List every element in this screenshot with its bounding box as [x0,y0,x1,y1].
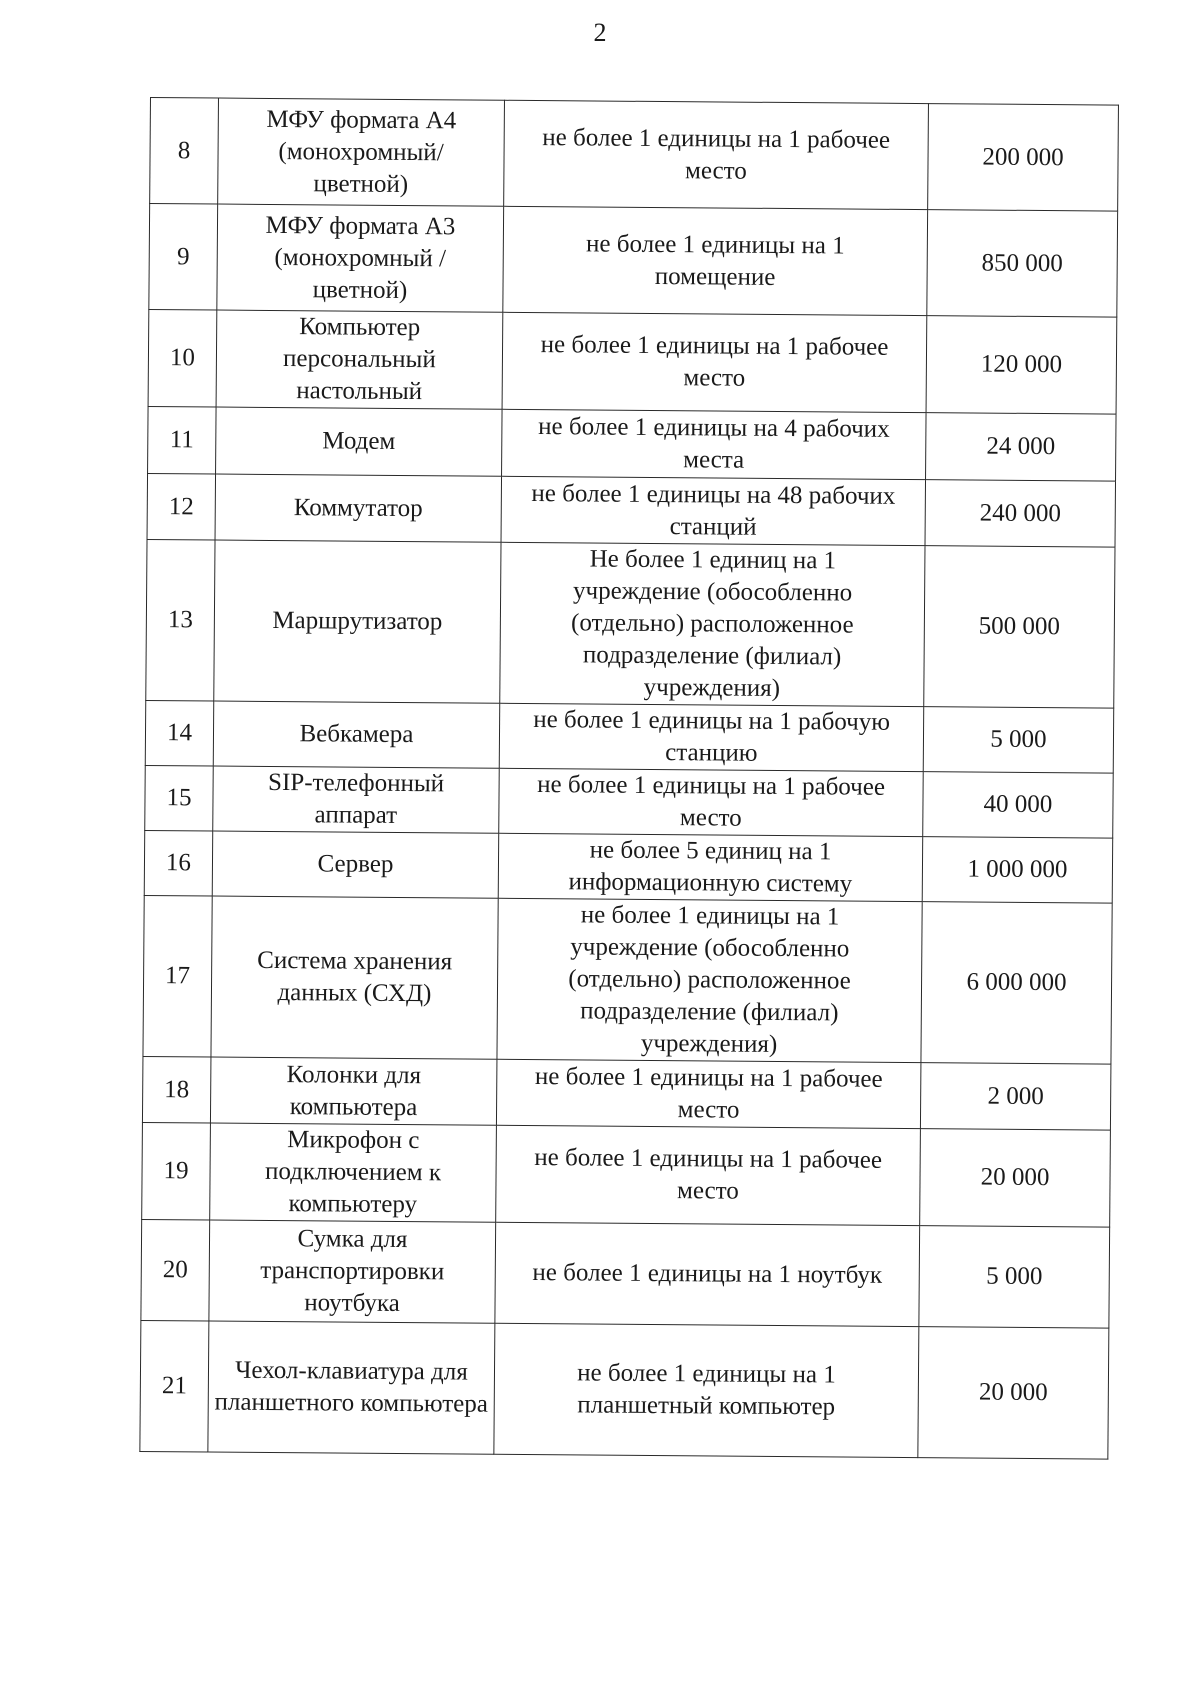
item-price: 6 000 000 [921,902,1112,1064]
row-number: 19 [142,1122,211,1220]
table-row [150,98,1119,212]
row-number: 12 [147,473,216,540]
item-name: Колонки для компьютера [210,1057,497,1125]
item-quantity-norm: не более 1 единицы на 1 рабочее место [504,100,929,209]
item-name: Чехол-клавиатура для планшетного компьютера [208,1321,495,1454]
item-name: МФУ формата А3 (монохромный /цветной) [217,204,504,312]
item-quantity-norm: не более 1 единицы на 1 рабочее место [496,1059,921,1128]
item-price: 240 000 [925,480,1116,547]
item-name: Маршрутизатор [214,540,501,703]
item-price: 5 000 [919,1226,1110,1328]
table-row [141,1219,1110,1328]
row-number: 11 [148,406,217,474]
item-name: Сумка для транспортировки ноутбука [209,1220,496,1323]
table-row [142,1122,1111,1227]
item-quantity-norm: не более 1 единицы на 1 помещение [503,206,928,315]
item-quantity-norm: не более 5 единиц на 1 информационную систему [498,833,922,901]
item-name: Коммутатор [215,474,502,542]
row-number: 10 [148,309,217,407]
item-price: 850 000 [927,210,1118,317]
item-price: 20 000 [918,1327,1109,1459]
item-price: 2 000 [920,1063,1111,1130]
item-name: Вебкамера [213,701,500,768]
item-price: 500 000 [924,546,1115,708]
table-row [145,765,1113,838]
row-number: 21 [140,1320,209,1452]
row-number: 16 [144,830,213,896]
item-price: 20 000 [920,1129,1111,1227]
item-quantity-norm: не более 1 единицы на 1 учреждение (обособленно (отдельно) расположенное подразделение (филиал) учреждения) [497,898,922,1062]
item-price: 1 000 000 [922,837,1113,903]
item-quantity-norm: не более 1 единицы на 48 рабочих станций [501,476,926,545]
table-row [144,830,1112,903]
equipment-norms-table [139,97,1119,1460]
item-quantity-norm: не более 1 единицы на 1 рабочее место [499,768,923,836]
item-quantity-norm: не более 1 единицы на 1 рабочее место [496,1125,921,1225]
item-price: 40 000 [923,772,1114,838]
item-quantity-norm: не более 1 единицы на 1 ноутбук [495,1222,920,1326]
table-row [143,895,1112,1064]
table-row [140,1320,1109,1459]
row-number: 17 [143,895,212,1057]
table-row [146,539,1115,708]
row-number: 15 [145,765,214,831]
item-name: SIP-телефонный аппарат [213,766,500,833]
item-name: Микрофон с подключением к компьютеру [210,1123,497,1222]
item-quantity-norm: не более 1 единицы на 1 планшетный компьютер [494,1323,919,1457]
item-quantity-norm: не более 1 единицы на 1 рабочую станцию [499,703,923,771]
item-name: Система хранения данных (СХД) [211,896,498,1059]
item-name: Сервер [212,831,499,898]
item-price: 120 000 [926,316,1117,414]
item-price: 5 000 [923,707,1114,773]
page-number: 2 [593,18,607,47]
row-number: 20 [141,1219,210,1321]
item-price: 24 000 [926,413,1117,481]
row-number: 9 [149,204,218,311]
item-name: МФУ формата А4 (монохромный/ цветной) [218,98,505,206]
row-number: 8 [150,98,219,205]
table-row [149,204,1118,318]
table-row [147,473,1115,547]
item-quantity-norm: Не более 1 единиц на 1 учреждение (обособленно (отдельно) расположенное подразделение (филиал) учреждения) [500,542,925,706]
table-row [148,406,1116,481]
table-row [148,309,1117,414]
item-name: Компьютер персональный настольный [216,310,503,409]
row-number: 13 [146,539,215,701]
row-number: 18 [142,1056,211,1123]
item-quantity-norm: не более 1 единицы на 4 рабочих места [502,409,927,479]
table-row [145,700,1113,773]
item-name: Модем [216,407,503,476]
item-quantity-norm: не более 1 единицы на 1 рабочее место [502,312,927,412]
item-price: 200 000 [928,104,1119,211]
table-row [142,1056,1110,1130]
row-number: 14 [145,700,214,766]
